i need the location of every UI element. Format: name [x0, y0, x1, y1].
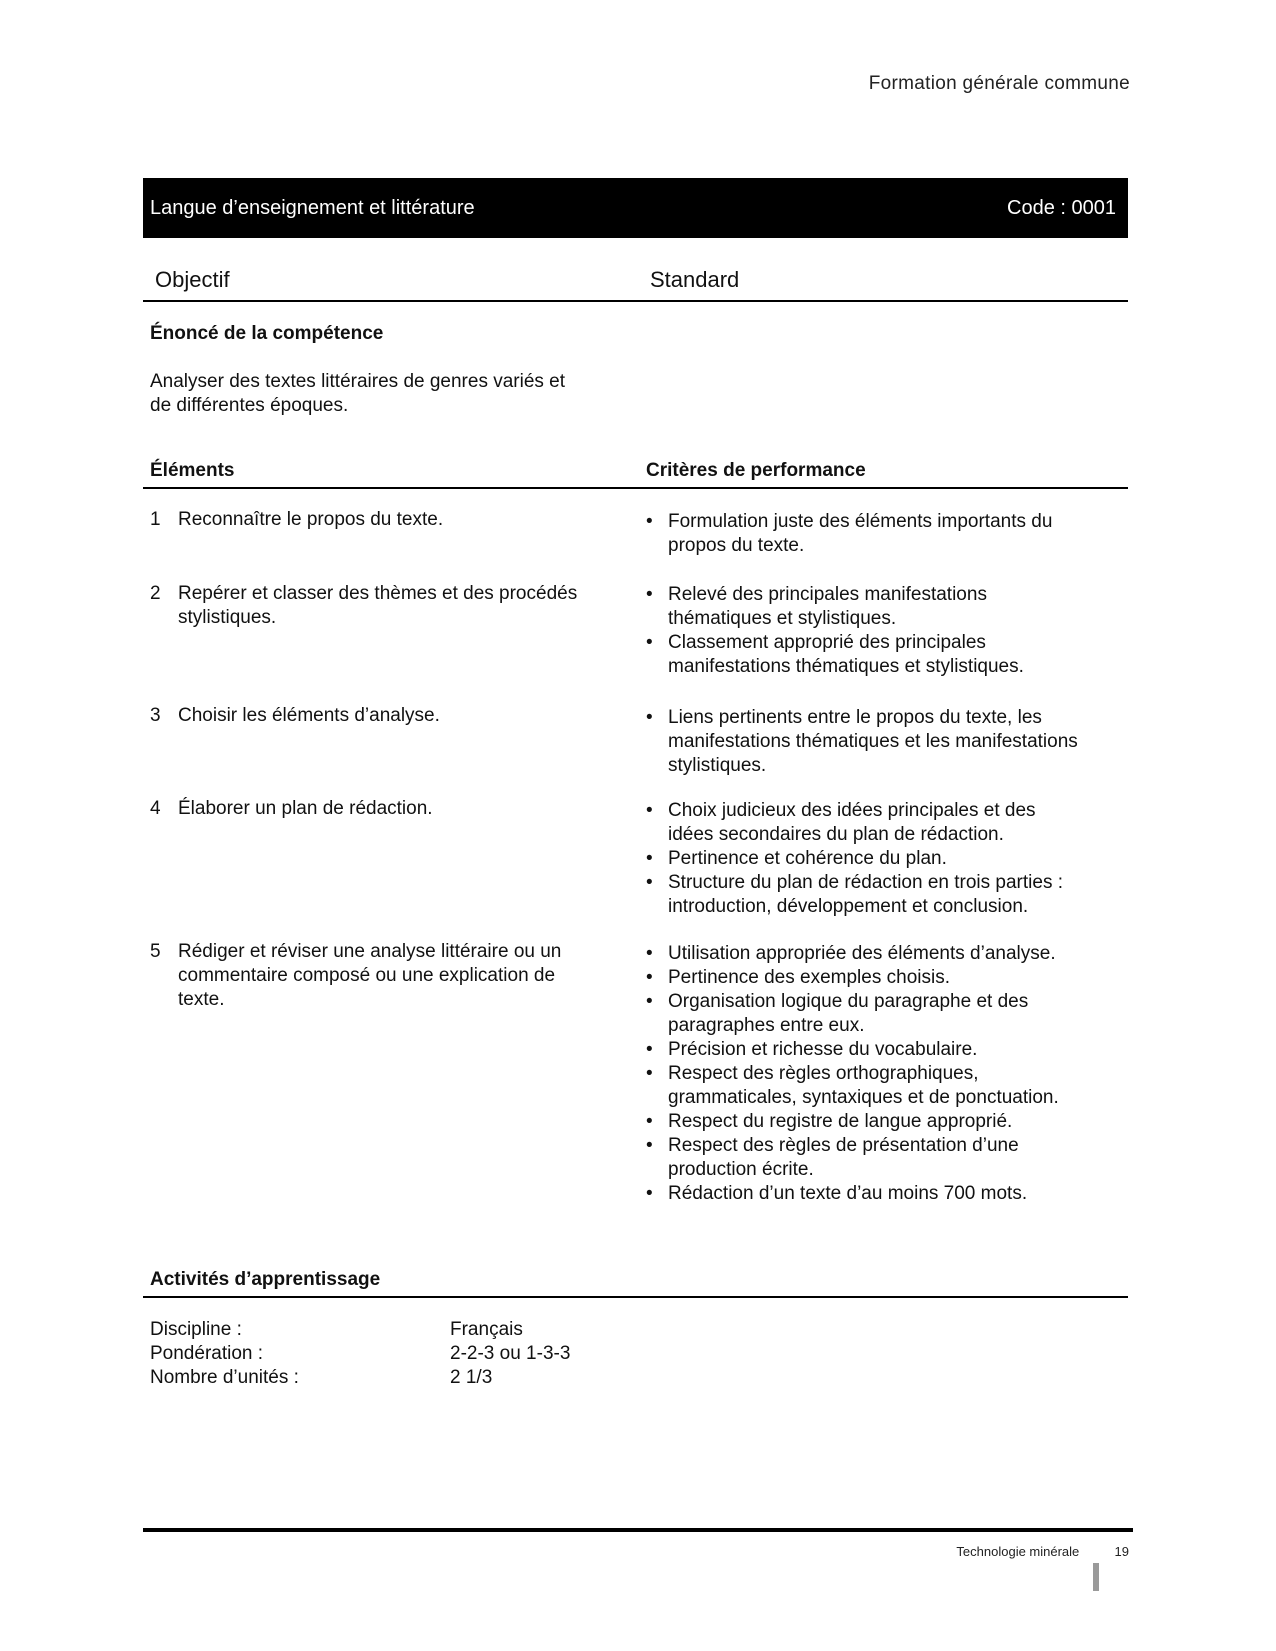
meta-label: Pondération :	[150, 1343, 264, 1364]
criterion-item	[646, 631, 1126, 679]
element-number: 1	[150, 509, 161, 530]
element-text-line: Repérer et classer des thèmes et des procédés	[178, 583, 578, 604]
meta-value: Français	[450, 1319, 523, 1340]
criteria-3	[646, 706, 1126, 778]
criterion-line: production écrite.	[668, 1159, 814, 1180]
element-text-line: texte.	[178, 989, 225, 1010]
criterion-line: Respect du registre de langue approprié.	[668, 1111, 1013, 1132]
element-number: 2	[150, 583, 161, 604]
criterion-line: Pertinence et cohérence du plan.	[668, 848, 947, 869]
competence-heading: Énoncé de la compétence	[150, 323, 384, 344]
competence-text-line: Analyser des textes littéraires de genres variés et	[150, 371, 566, 392]
element-text-line: Choisir les éléments d’analyse.	[178, 705, 440, 726]
element-3	[150, 704, 620, 728]
criterion-item	[646, 799, 1126, 847]
criterion-line: propos du texte.	[668, 535, 805, 556]
criterion-line: Formulation juste des éléments importants du	[668, 511, 1053, 532]
element-text	[178, 582, 628, 630]
element-5	[150, 940, 620, 1010]
criterion-line: Respect des règles de présentation d’une	[668, 1135, 1019, 1156]
divider	[143, 1296, 1128, 1298]
element-text-line: stylistiques.	[178, 607, 277, 628]
criterion-line: idées secondaires du plan de rédaction.	[668, 824, 1004, 845]
bullet: •	[646, 967, 653, 988]
criterion-line: Classement approprié des principales	[668, 632, 986, 653]
element-text	[178, 508, 628, 532]
element-text-line: Rédiger et réviser une analyse littéraire ou un	[178, 941, 562, 962]
criterion-line: Respect des règles orthographiques,	[668, 1063, 979, 1084]
bullet: •	[646, 800, 653, 821]
criterion-item	[646, 942, 1126, 966]
criterion-line: Rédaction d’un texte d’au moins 700 mots.	[668, 1183, 1028, 1204]
criterion-item	[646, 847, 1126, 871]
competence-text	[150, 370, 620, 418]
element-text-line: commentaire composé ou une explication de	[178, 965, 556, 986]
footer-program: Technologie minérale	[956, 1544, 1080, 1559]
bullet: •	[646, 848, 653, 869]
element-number: 3	[150, 705, 161, 726]
element-text-line: Reconnaître le propos du texte.	[178, 509, 444, 530]
footer-marker	[1093, 1563, 1099, 1591]
criteria-4	[646, 799, 1126, 919]
criterion-item	[646, 1062, 1126, 1110]
meta-value: 2 1/3	[450, 1367, 493, 1388]
criteria-5	[646, 942, 1126, 1206]
element-number: 4	[150, 798, 161, 819]
competence-text-line: de différentes époques.	[150, 395, 349, 416]
bullet: •	[646, 707, 653, 728]
bullet: •	[646, 511, 653, 532]
criterion-item	[646, 1182, 1126, 1206]
activities-heading: Activités d’apprentissage	[150, 1269, 381, 1290]
course-code: Code : 0001	[1007, 197, 1116, 219]
criteria-2	[646, 583, 1126, 679]
divider	[143, 300, 1128, 302]
elements-heading: Éléments	[150, 460, 235, 481]
criterion-item	[646, 583, 1126, 631]
column-head-standard: Standard	[650, 267, 740, 292]
bullet: •	[646, 1063, 653, 1084]
page-number: 19	[1114, 1544, 1129, 1559]
bullet: •	[646, 1039, 653, 1060]
element-text-line: Élaborer un plan de rédaction.	[178, 798, 433, 819]
bullet: •	[646, 584, 653, 605]
criterion-line: thématiques et stylistiques.	[668, 608, 897, 629]
column-head-objectif: Objectif	[155, 267, 230, 292]
divider	[143, 487, 1128, 489]
course-title: Langue d’enseignement et littérature	[150, 197, 475, 219]
criterion-line: Pertinence des exemples choisis.	[668, 967, 950, 988]
running-header: Formation générale commune	[868, 73, 1130, 94]
bullet: •	[646, 991, 653, 1012]
criterion-item	[646, 1134, 1126, 1182]
criterion-line: Relevé des principales manifestations	[668, 584, 987, 605]
criterion-line: introduction, développement et conclusion.	[668, 896, 1029, 917]
criterion-line: Précision et richesse du vocabulaire.	[668, 1039, 978, 1060]
bullet: •	[646, 1183, 653, 1204]
criterion-line: Utilisation appropriée des éléments d’analyse.	[668, 943, 1056, 964]
element-1	[150, 508, 620, 532]
criterion-item	[646, 706, 1126, 778]
footer-divider	[143, 1528, 1133, 1532]
criterion-line: manifestations thématiques et stylistiques.	[668, 656, 1024, 677]
criteria-heading: Critères de performance	[646, 460, 866, 481]
element-text	[178, 704, 628, 728]
criterion-item	[646, 990, 1126, 1038]
criterion-line: Choix judicieux des idées principales et des	[668, 800, 1036, 821]
criterion-item	[646, 510, 1126, 558]
bullet: •	[646, 632, 653, 653]
page-footer	[956, 1540, 1129, 1564]
element-text	[178, 940, 628, 1012]
bullet: •	[646, 1135, 653, 1156]
criterion-line: grammaticales, syntaxiques et de ponctuation.	[668, 1087, 1059, 1108]
criterion-item	[646, 966, 1126, 990]
element-4	[150, 797, 620, 821]
criterion-item	[646, 1038, 1126, 1062]
bullet: •	[646, 872, 653, 893]
element-2	[150, 582, 620, 628]
criterion-item	[646, 1110, 1126, 1134]
criterion-line: paragraphes entre eux.	[668, 1015, 865, 1036]
criterion-line: manifestations thématiques et les manifestations	[668, 731, 1078, 752]
criteria-1	[646, 510, 1126, 558]
criterion-line: Structure du plan de rédaction en trois parties :	[668, 872, 1064, 893]
meta-label: Nombre d’unités :	[150, 1367, 299, 1388]
meta-value: 2-2-3 ou 1-3-3	[450, 1343, 571, 1364]
bullet: •	[646, 943, 653, 964]
element-text	[178, 797, 628, 821]
criterion-line: stylistiques.	[668, 755, 767, 776]
element-number: 5	[150, 941, 161, 962]
criterion-line: Liens pertinents entre le propos du texte, les	[668, 707, 1042, 728]
course-title-bar	[143, 178, 1128, 238]
criterion-line: Organisation logique du paragraphe et des	[668, 991, 1029, 1012]
criterion-item	[646, 871, 1126, 919]
meta-label: Discipline :	[150, 1319, 242, 1340]
bullet: •	[646, 1111, 653, 1132]
